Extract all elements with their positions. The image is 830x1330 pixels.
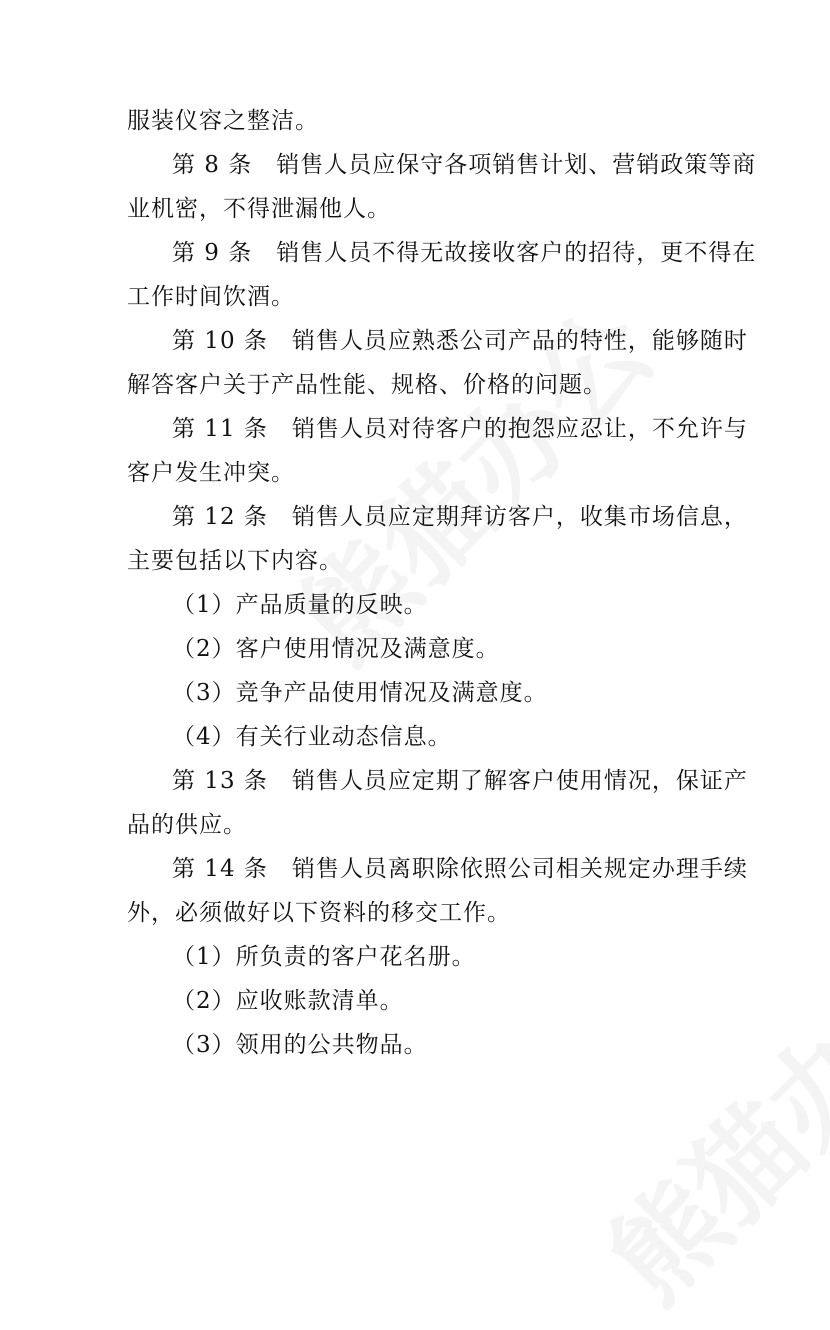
list-item: （1）所负责的客户花名册。 [172,944,476,970]
article-8-line: 业机密，不得泄漏他人。 [127,196,391,222]
paragraph-line: 服装仪容之整洁。 [127,108,319,134]
list-item: （4）有关行业动态信息。 [172,724,452,750]
article-11-line: 第 11 条 销售人员对待客户的抱怨应忍让，不允许与 [172,416,748,442]
article-13-line: 品的供应。 [127,812,247,838]
list-item: （3）领用的公共物品。 [172,1032,428,1058]
article-13-line: 第 13 条 销售人员应定期了解客户使用情况，保证产 [172,768,748,794]
list-item: （3）竞争产品使用情况及满意度。 [172,680,548,706]
article-9-line: 第 9 条 销售人员不得无故接收客户的招待，更不得在 [172,240,757,266]
article-8-line: 第 8 条 销售人员应保守各项销售计划、营销政策等商 [172,152,757,178]
article-10-line: 第 10 条 销售人员应熟悉公司产品的特性，能够随时 [172,328,748,354]
list-item: （2）客户使用情况及满意度。 [172,636,500,662]
article-12-line: 主要包括以下内容。 [127,548,343,574]
article-9-line: 工作时间饮酒。 [127,284,295,310]
article-14-line: 外，必须做好以下资料的移交工作。 [127,900,511,926]
watermark [569,908,830,1330]
article-10-line: 解答客户关于产品性能、规格、价格的问题。 [127,372,607,398]
list-item: （2）应收账款清单。 [172,988,404,1014]
list-item: （1）产品质量的反映。 [172,592,428,618]
article-11-line: 客户发生冲突。 [127,460,295,486]
article-12-line: 第 12 条 销售人员应定期拜访客户，收集市场信息， [172,504,748,530]
article-14-line: 第 14 条 销售人员离职除依照公司相关规定办理手续 [172,856,748,882]
